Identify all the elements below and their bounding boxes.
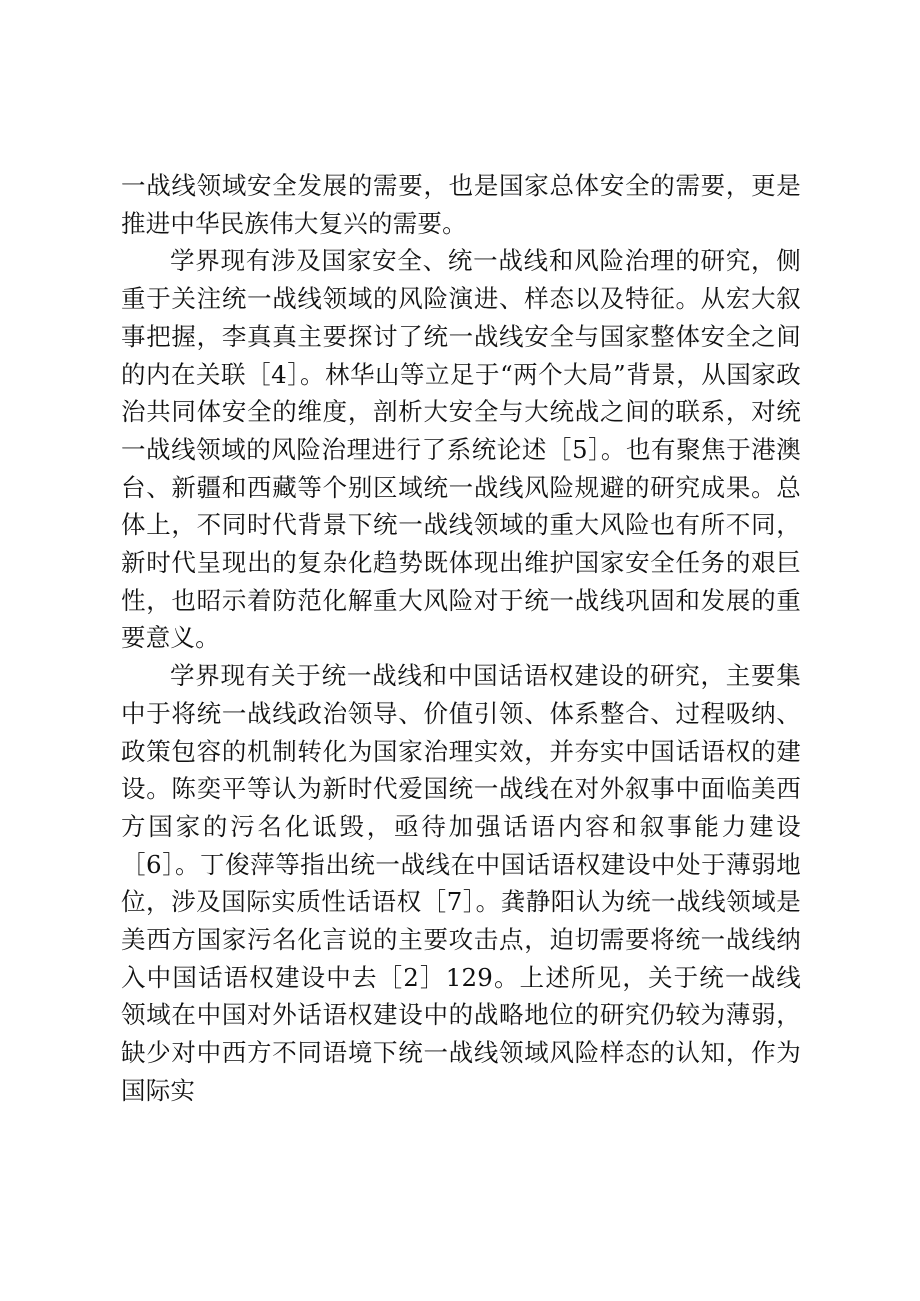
paragraph-continuation: 一战线领域安全发展的需要，也是国家总体安全的需要，更是推进中华民族伟大复兴的需要。 (121, 171, 801, 238)
body-text (121, 167, 801, 1110)
paragraph-research-risk: 学界现有涉及国家安全、统一战线和风险治理的研究，侧重于关注统一战线领域的风险演进、样态以及特征。从宏大叙事把握，李真真主要探讨了统一战线安全与国家整体安全之间的内在关联［4］。林华山等立足于“两个大局”背景，从国家政治共同体安全的维度，剖析大安全与大统战之间的联系，对统一战线领域的风险治理进行了系统论述［5］。也有聚焦于港澳台、新疆和西藏等个别区域统一战线风险规避的研究成果。总体上，不同时代背景下统一战线领域的重大风险也有所不同，新时代呈现出的复杂化趋势既体现出维护国家安全任务的艰巨性，也昭示着防范化解重大风险对于统一战线巩固和发展的重要意义。 (121, 246, 801, 653)
paragraph-research-discourse: 学界现有关于统一战线和中国话语权建设的研究，主要集中于将统一战线政治领导、价值引领、体系整合、过程吸纳、政策包容的机制转化为国家治理实效，并夯实中国话语权的建设。陈奕平等认为新时代爱国统一战线在对外叙事中面临美西方国家的污名化诋毁，亟待加强话语内容和叙事能力建设［6］。丁俊萍等指出统一战线在中国话语权建设中处于薄弱地位，涉及国际实质性话语权［7］。龚静阳认为统一战线领域是美西方国家污名化言说的主要攻击点，迫切需要将统一战线纳入中国话语权建设中去［2］129。上述所见，关于统一战线领域在中国对外话语权建设中的战略地位的研究仍较为薄弱，缺少对中西方不同语境下统一战线领域风险样态的认知，作为国际实 (121, 661, 801, 1105)
